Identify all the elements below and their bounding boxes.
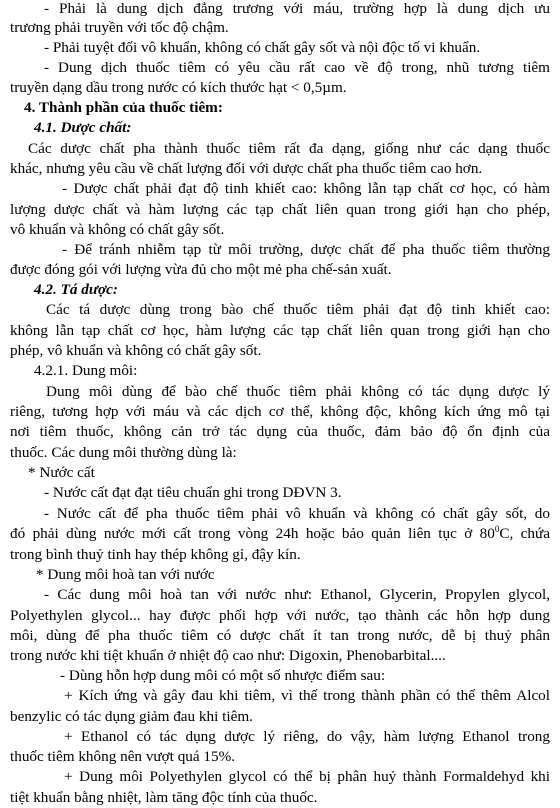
text-line: + Kích ứng và gây đau khi tiêm, vì thế trong thành phần có thể thêm Alcol bbox=[64, 687, 550, 704]
text-line: - Dược chất phải đạt độ tinh khiết cao: không lẫn tạp chất cơ học, có hàm bbox=[62, 180, 550, 197]
text-line: thuốc. Các dung môi thường dùng là: bbox=[10, 444, 237, 461]
subsection-heading: 4.2. Tá dược: bbox=[34, 281, 118, 298]
text-line: riêng, tương hợp với máu và các dịch cơ thể, không độc, không kích ứng mô tại bbox=[10, 403, 550, 420]
text-line: lượng dược chất và hàm lượng các tạp chất liên quan trong giới hạn cho phép, bbox=[10, 201, 550, 218]
text-line: * Dung môi hoà tan với nước bbox=[36, 566, 215, 583]
text-line: thuốc tiêm không nên vượt quá 15%. bbox=[10, 748, 236, 765]
text-line: trong bình thuỷ tinh hay thép không gỉ, đậy kín. bbox=[10, 546, 301, 563]
text-line: * Nước cất bbox=[28, 464, 95, 481]
text-line: trong nước khi tiệt khuẩn ở nhiệt độ cao như: Digoxin, Phenobarbital.... bbox=[10, 647, 446, 664]
text-line: - Để tránh nhiễm tạp từ môi trường, dược chất để pha thuốc tiêm thường bbox=[62, 241, 550, 258]
text-line: vô khuẩn và không có chất gây sốt. bbox=[10, 221, 225, 238]
text-line: Dung môi dùng để bào chế thuốc tiêm phải không có tác dụng dược lý bbox=[46, 383, 550, 400]
text-line: Polyethylen glycol... hay được phối hợp với nước, tạo thành các hỗn hợp dung bbox=[10, 607, 550, 624]
text-line: môi, dùng để pha thuốc tiêm có dược chất ít tan trong nước, dễ bị thuỷ phân bbox=[10, 627, 550, 644]
text-line: trương phải truyền với tốc độ chậm. bbox=[10, 19, 229, 36]
text-line: tiệt khuẩn bằng nhiệt, làm tăng độc tính của thuốc. bbox=[10, 789, 318, 806]
text-line: - Nước cất để pha thuốc tiêm phải vô khuẩn và không có chất gây sốt, do bbox=[44, 505, 550, 522]
subsubsection-heading: 4.2.1. Dung môi: bbox=[34, 362, 138, 379]
text-line: nơi tiêm thuốc, không cản trở tác dụng của thuốc, đảm bảo độ ổn định của bbox=[10, 423, 550, 440]
text-fragment: đó phải dùng nước mới cất trong vòng 24h hoặc bảo quản liên tục ở 80 bbox=[10, 525, 495, 542]
text-line: - Các dung môi hoà tan với nước như: Ethanol, Glycerin, Propylen glycol, bbox=[44, 586, 550, 603]
text-line: Các tá dược dùng trong bào chế thuốc tiêm phải đạt độ tinh khiết cao: bbox=[46, 301, 550, 318]
subsection-heading: 4.1. Dược chất: bbox=[34, 119, 132, 136]
section-heading: 4. Thành phần của thuốc tiêm: bbox=[24, 99, 223, 116]
text-line: - Nước cất đạt đạt tiêu chuẩn ghi trong DĐVN 3. bbox=[44, 484, 342, 501]
text-line: - Dùng hỗn hợp dung môi có một số nhược điểm sau: bbox=[60, 667, 386, 684]
text-line: - Phải tuyệt đối vô khuẩn, không có chất gây sốt và nội độc tố vi khuẩn. bbox=[44, 39, 481, 56]
text-line bbox=[10, 524, 550, 544]
text-line: - Dung dịch thuốc tiêm có yêu cầu rất cao về độ trong, nhũ tương tiêm bbox=[44, 59, 550, 76]
superscript: 0 bbox=[494, 523, 500, 534]
text-line: + Ethanol có tác dụng dược lý riêng, do vậy, hàm lượng Ethanol trong bbox=[64, 728, 550, 745]
text-line: benzylic có tác dụng giảm đau khi tiêm. bbox=[10, 708, 253, 725]
text-line: khác, nhưng yêu cầu về chất lượng đối với dược chất pha thuốc tiêm cao hơn. bbox=[10, 160, 483, 177]
text-line: Các dược chất pha thành thuốc tiêm rất đa dạng, giống như các dạng thuốc bbox=[28, 140, 550, 157]
text-line: được đóng gói với lượng vừa đủ cho một mẻ pha chế-sản xuất. bbox=[10, 261, 392, 278]
text-line: truyền dạng dầu trong nước có kích thước hạt < 0,5µm. bbox=[10, 79, 347, 96]
text-line: không lẫn tạp chất cơ học, hàm lượng các tạp chất liên quan trong giới hạn cho bbox=[10, 322, 550, 339]
text-line: + Dung môi Polyethylen glycol có thể bị phân huỷ thành Formaldehyd khi bbox=[64, 768, 550, 785]
text-fragment: C, chứa bbox=[499, 525, 550, 542]
text-line: - Phải là dung dịch đẳng trương với máu, trường hợp là dung dịch ưu bbox=[44, 0, 550, 17]
text-line: phép, vô khuẩn và không có chất gây sốt. bbox=[10, 342, 262, 359]
